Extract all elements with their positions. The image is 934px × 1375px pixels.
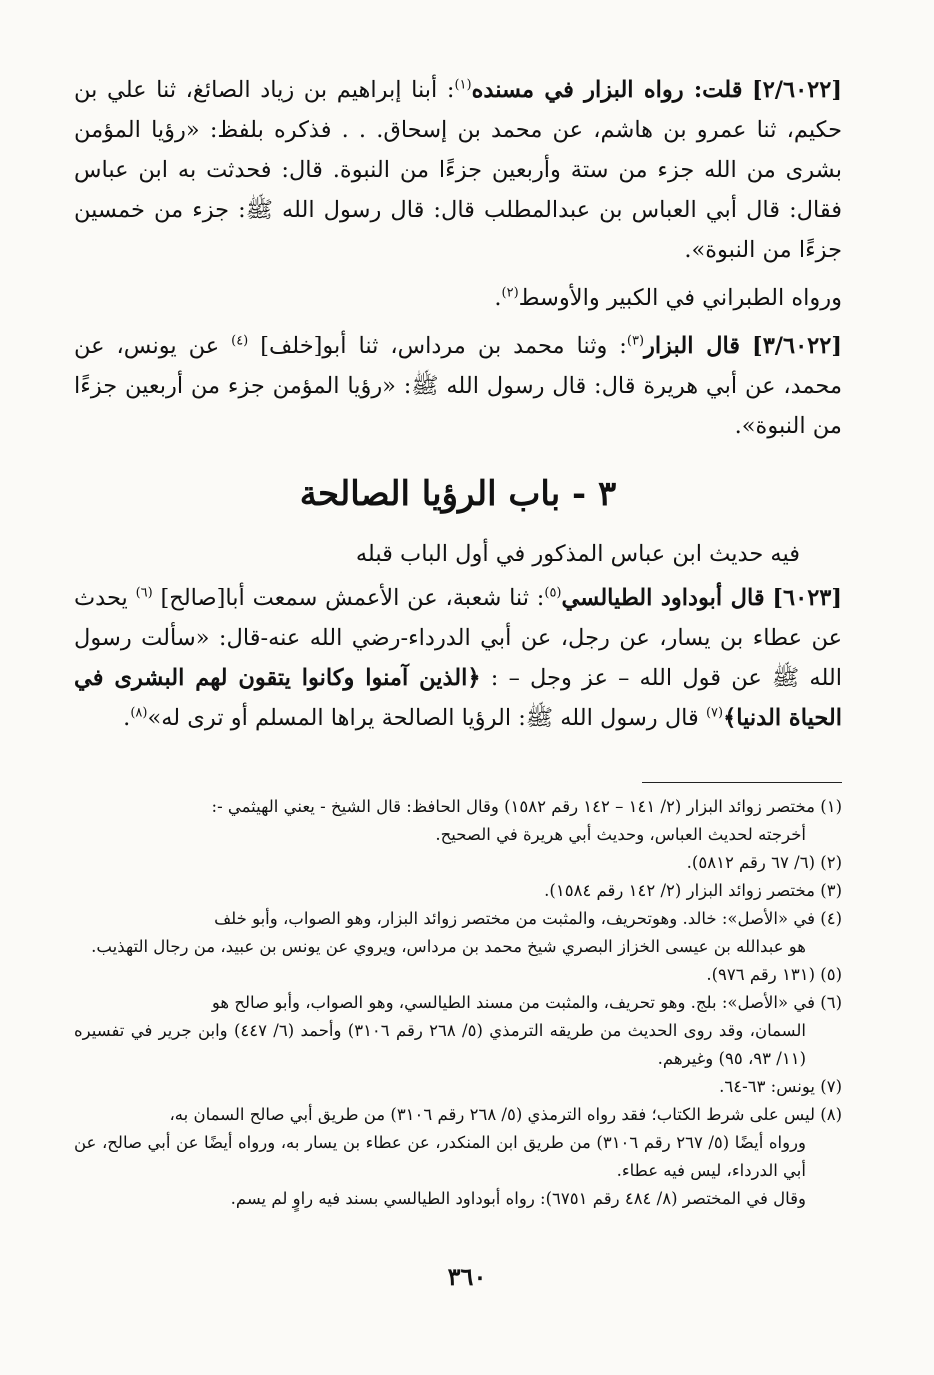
- hadith-paragraph-6022-2: [74, 70, 842, 270]
- note-text: ورواه الطبراني في الكبير والأوسط: [518, 285, 842, 311]
- footnote-ref: (٤): [231, 333, 249, 349]
- footnote-text: في «الأصل»: بلج. وهو تحريف، والمثبت من مسند الطيالسي، وهو الصواب، وأبو صالح هو: [211, 993, 815, 1012]
- hadith-tail: .: [123, 705, 131, 731]
- hadith-text: : ثنا شعبة، عن الأعمش سمعت أبا[صالح]: [160, 585, 545, 611]
- footnote-text: هو عبدالله بن عيسى الخزاز البصري شيخ محمد بن مرداس، ويروي عن يونس بن عبيد، من رجال التهذيب.: [91, 937, 806, 956]
- footnote-text: مختصر زوائد البزار (٢/ ١٤٢ رقم ١٥٨٤).: [544, 881, 815, 900]
- footnote-text: (٦/ ٦٧ رقم ٥٨١٢).: [686, 853, 815, 872]
- footnote-number: (١): [820, 797, 842, 816]
- footnote: [74, 849, 842, 877]
- hadith-lead: قال أبوداود الطيالسي: [561, 585, 765, 611]
- footnote-ref: (٦): [135, 585, 153, 601]
- footnote-number: (٣): [820, 881, 842, 900]
- tabarani-note: [74, 278, 842, 318]
- footnote-text: ليس على شرط الكتاب؛ فقد رواه الترمذي (٥/ ٢٦٨ رقم ٣١٠٦) من طريق أبي صالح السمان به،: [169, 1105, 815, 1124]
- footnote-text: في «الأصل»: خالد. وهوتحريف، والمثبت من مختصر زوائد البزار، وهو الصواب، وأبو خلف: [214, 909, 815, 928]
- note-tail: .: [494, 285, 502, 311]
- hadith-text: : أبنا إبراهيم بن زياد الصائغ، ثنا علي بن حكيم، ثنا عمرو بن هاشم، عن محمد بن إسحاق. . . فذكره بلفظ: «رؤيا المؤمن بشرى من الله جزء من ستة وأربعين جزءًا من النبوة. قال: فحدثت به ابن عباس فقال: قال أبي العباس بن عبدالمطلب قال: قال رسول الله ﷺ: جزء من خمسين جزءًا من النبوة».: [74, 77, 842, 263]
- footnote: [74, 1101, 842, 1213]
- hadith-paragraph-6023: [74, 578, 842, 738]
- footnote-number: (٤): [820, 909, 842, 928]
- hadith-number: [٦٠٢٣]: [772, 585, 843, 611]
- footnote-ref: (٣): [626, 333, 645, 349]
- footnote: [74, 989, 842, 1073]
- footnote: [74, 1073, 842, 1101]
- chapter-title: ٣ - باب الرؤيا الصالحة: [299, 474, 617, 514]
- footnote-number: (٨): [820, 1105, 842, 1124]
- footnote-text: أخرجته لحديث العباس، وحديث أبي هريرة في الصحيح.: [435, 825, 806, 844]
- hadith-number: [٣/٦٠٢٢]: [752, 333, 842, 359]
- footnote: [74, 905, 842, 961]
- hadith-text: : وثنا محمد بن مرداس، ثنا أبو[خلف]: [260, 333, 627, 359]
- page-number: ٣٦٠: [447, 1262, 487, 1291]
- footnote: [74, 961, 842, 989]
- hadith-lead: قال البزار: [644, 333, 741, 359]
- footnotes: [74, 793, 842, 1213]
- footnote-text: مختصر زوائد البزار (٢/ ١٤١ – ١٤٢ رقم ١٥٨٢) وقال الحافظ: قال الشيخ - يعني الهيثمي -:: [211, 797, 815, 816]
- footnote-text: وقال في المختصر (٨/ ٤٨٤ رقم ٦٧٥١): رواه أبوداود الطيالسي بسند فيه راوٍ لم يسم.: [230, 1189, 806, 1208]
- footnote-number: (٦): [820, 993, 842, 1012]
- footnote-ref: (٥): [544, 585, 562, 601]
- footnote-text: ورواه أيضًا (٥/ ٢٦٧ رقم ٣١٠٦) من طريق ابن المنكدر، عن عطاء بن يسار به، ورواه أيضًا عن أبي صالح، عن أبي الدرداء، ليس فيه عطاء.: [74, 1133, 806, 1180]
- footnote-number: (٢): [820, 853, 842, 872]
- footnote: [74, 793, 842, 849]
- hadith-text: قال رسول الله ﷺ: الرؤيا الصالحة يراها المسلم أو ترى له»: [147, 705, 699, 731]
- footnote: [74, 877, 842, 905]
- footnote-ref: (٢): [501, 285, 519, 301]
- chapter-intro: فيه حديث ابن عباس المذكور في أول الباب قبله: [355, 541, 800, 567]
- hadith-text: عن يونس، عن محمد، عن أبي هريرة قال: قال رسول الله ﷺ: «رؤيا المؤمن جزء من أربعين جزءًا من النبوة».: [74, 333, 842, 439]
- hadith-number: [٢/٦٠٢٢]: [752, 77, 842, 103]
- quran-verse: ﴿الذين آمنوا وكانوا يتقون لهم البشرى في الحياة الدنيا﴾: [74, 665, 842, 731]
- footnote-text: يونس: ٦٣-٦٤.: [719, 1077, 815, 1096]
- hadith-lead: قلت: رواه البزار في مسنده: [471, 77, 743, 103]
- hadith-paragraph-6022-3: [74, 326, 842, 446]
- footnote-divider: [642, 782, 842, 783]
- footnote-text: السمان، وقد روى الحديث من طريقه الترمذي (٥/ ٢٦٨ رقم ٣١٠٦) وأحمد (٦/ ٤٤٧) وابن جرير في تفسيره (١١/ ٩٣، ٩٥) وغيرهم.: [74, 1021, 806, 1068]
- footnote-ref: (٨): [130, 705, 148, 721]
- footnote-number: (٧): [820, 1077, 842, 1096]
- footnote-text: (١٣١ رقم ٩٧٦).: [706, 965, 815, 984]
- footnote-ref: (٧): [705, 705, 724, 721]
- footnote-number: (٥): [820, 965, 842, 984]
- footnote-ref: (١): [454, 77, 472, 93]
- hadith-text: يحدث عن عطاء بن يسار، عن رجل، عن أبي الدرداء-رضي الله عنه-قال: «سألت رسول الله ﷺ عن قول الله – عز وجل – :: [74, 585, 843, 691]
